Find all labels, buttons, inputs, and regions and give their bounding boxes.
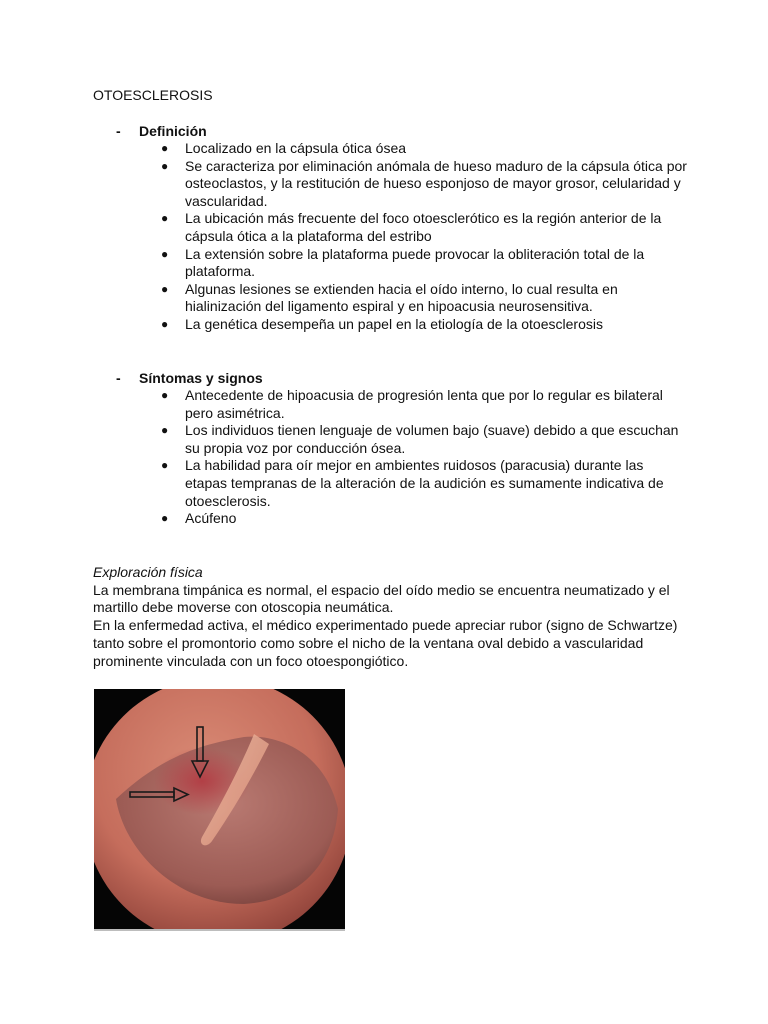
list-item-text: La habilidad para oír mejor en ambientes ruidosos (paracusia) durante las etapas tempranas de la alteración de la audición es sumamente indicativa de otoesclerosis. (185, 457, 664, 509)
list-item (161, 387, 689, 422)
bullet-icon: ● (161, 423, 169, 438)
tympanic-membrane-illustration (94, 689, 345, 929)
list-item-text: Localizado en la cápsula ótica ósea (185, 140, 407, 156)
section-definicion (93, 122, 693, 334)
bullet-icon: ● (161, 316, 169, 331)
bullet-icon: ● (161, 141, 169, 155)
list-item-text: La ubicación más frecuente del foco otoesclerótico es la región anterior de la cápsula ótica a la plataforma del estribo (185, 210, 662, 244)
bullet-icon: ● (161, 388, 169, 402)
list-item (161, 210, 689, 245)
section-heading-row (93, 122, 693, 140)
list-item (161, 422, 689, 457)
list-item-text: Los individuos tienen lenguaje de volumen bajo (suave) debido a que escuchan su propia voz por conducción ósea. (185, 422, 679, 456)
bullet-icon: ● (161, 281, 169, 296)
dash-marker: - (116, 123, 121, 139)
list-item (161, 280, 689, 316)
section-title-definicion: Definición (139, 123, 207, 139)
bullet-list-sintomas (93, 387, 689, 528)
list-item (161, 245, 689, 281)
exploration-block (93, 564, 683, 670)
exploration-paragraph-1: La membrana timpánica es normal, el espacio del oído medio se encuentra neumatizado y el martillo debe moverse con otoscopia neumática. (93, 581, 670, 616)
section-heading-row (93, 369, 693, 387)
list-item (161, 315, 689, 334)
list-item (161, 140, 689, 158)
exploration-heading: Exploración física (93, 564, 203, 580)
list-item-text: Acúfeno (185, 510, 237, 527)
list-item (161, 510, 689, 528)
document-title: OTOESCLEROSIS (93, 87, 213, 103)
bullet-icon: ● (161, 246, 169, 261)
bullet-icon: ● (161, 211, 169, 226)
list-item-text: La genética desempeña un papel en la etiología de la otoesclerosis (185, 315, 603, 332)
list-item (161, 457, 689, 510)
list-item-text: Antecedente de hipoacusia de progresión lenta que por lo regular es bilateral pero asimétrica. (185, 387, 663, 421)
bullet-list-definicion (93, 140, 689, 334)
list-item-text: Algunas lesiones se extienden hacia el oído interno, lo cual resulta en hialinización del ligamento espiral y en hipoacusia neurosensitiva. (185, 280, 618, 315)
bullet-icon: ● (161, 511, 169, 526)
list-item-text: Se caracteriza por eliminación anómala de hueso maduro de la cápsula ótica por osteoclastos, y la restitución de hueso esponjoso de mayor grosor, celularidad y vascularidad. (185, 157, 687, 209)
section-sintomas (93, 369, 693, 528)
bullet-icon: ● (161, 458, 169, 473)
exploration-paragraph-2: En la enfermedad activa, el médico experimentado puede apreciar rubor (signo de Schwartze) tanto sobre el promontorio como sobre el nicho de la ventana oval debido a vascularidad prominente vinculada con un foco otoespongiótico. (93, 617, 678, 669)
section-title-sintomas: Síntomas y signos (139, 370, 263, 386)
dash-marker: - (116, 370, 121, 386)
bullet-icon: ● (161, 158, 169, 173)
list-item-text: La extensión sobre la plataforma puede provocar la obliteración total de la plataforma. (185, 245, 645, 280)
otoscopy-image (94, 689, 345, 931)
list-item (161, 157, 689, 211)
